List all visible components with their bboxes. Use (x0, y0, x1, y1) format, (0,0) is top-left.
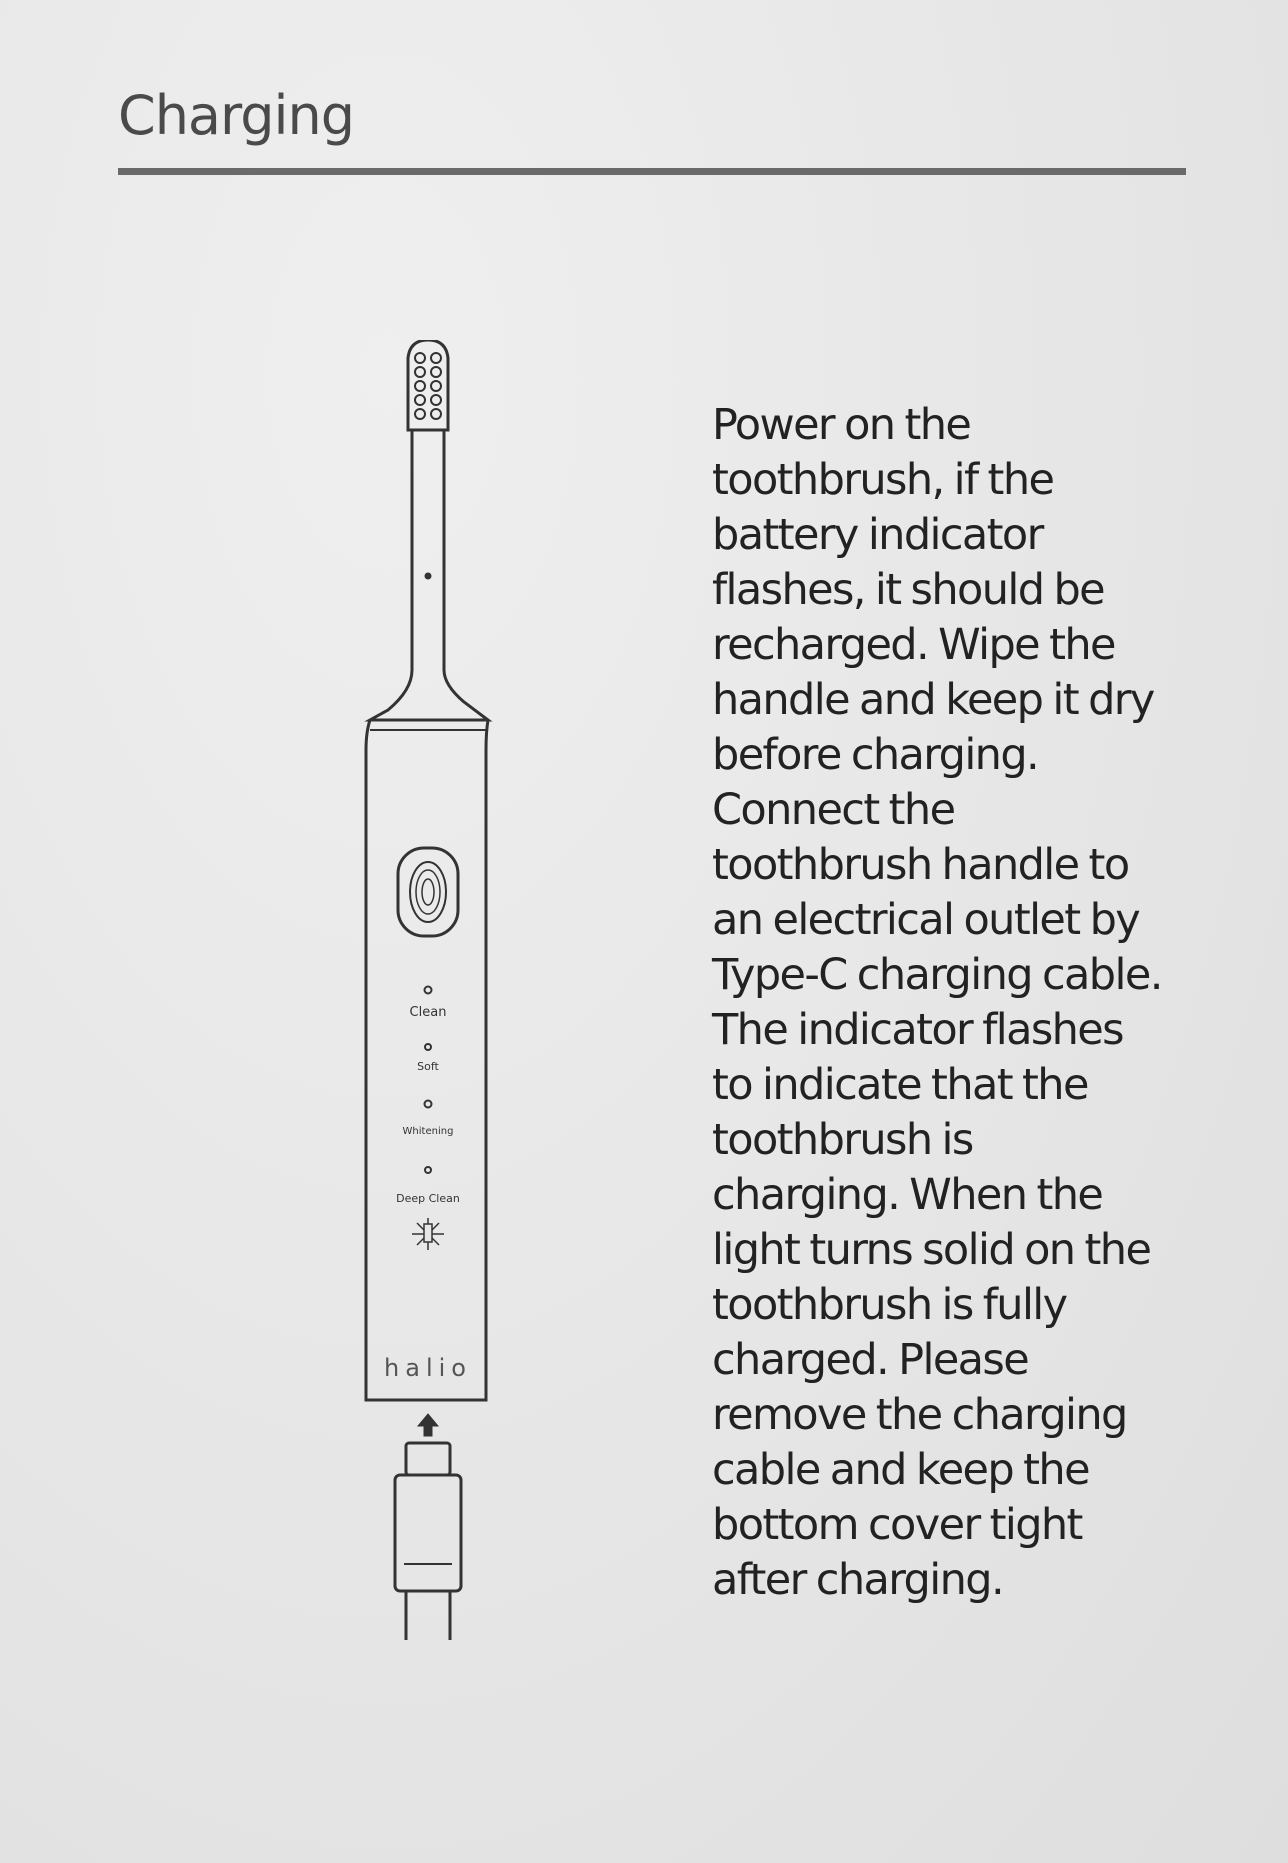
instruction-line: Connect the (712, 785, 955, 835)
instruction-line: Type-C charging cable. (712, 950, 1162, 1000)
instruction-line: toothbrush, if the (712, 455, 1054, 505)
instruction-line: toothbrush is fully (712, 1280, 1067, 1330)
mode-indicator-icon (425, 1167, 431, 1173)
brand-logo: halio (384, 1354, 472, 1382)
instruction-line: The indicator flashes (712, 1005, 1123, 1055)
battery-indicator-icon (412, 1218, 444, 1250)
instruction-line: battery indicator (712, 510, 1043, 560)
instruction-line: toothbrush handle to (712, 840, 1129, 890)
mode-indicator-icon (425, 987, 432, 994)
charging-instructions (712, 398, 1192, 1608)
instruction-line: after charging. (712, 1555, 1004, 1605)
instruction-line: toothbrush is (712, 1115, 973, 1165)
mode-indicator-icon (425, 1101, 432, 1108)
mode-label-clean: Clean (409, 1005, 447, 1020)
instruction-line: to indicate that the (712, 1060, 1088, 1110)
instruction-line: before charging. (712, 730, 1039, 780)
instruction-line: cable and keep the (712, 1445, 1089, 1495)
instruction-line: Power on the (712, 400, 971, 450)
usb-c-plug-icon (406, 1443, 450, 1475)
mode-label-soft: Soft (417, 1060, 439, 1073)
instruction-line: recharged. Wipe the (712, 620, 1115, 670)
bristles-icon (415, 353, 441, 419)
brush-head (408, 340, 448, 430)
insert-arrow-icon (418, 1414, 438, 1436)
instruction-line: remove the charging (712, 1390, 1127, 1440)
mode-indicator-icon (425, 1044, 431, 1050)
instruction-line: bottom cover tight (712, 1500, 1082, 1550)
title-underline (118, 168, 1186, 175)
instruction-line: flashes, it should be (712, 565, 1105, 615)
instruction-line: handle and keep it dry (712, 675, 1154, 725)
toothbrush-illustration (340, 340, 520, 1640)
mode-label-deep-clean: Deep Clean (396, 1192, 460, 1205)
page-title: Charging (118, 84, 355, 147)
instruction-line: an electrical outlet by (712, 895, 1140, 945)
instruction-line: charged. Please (712, 1335, 1029, 1385)
instruction-line: charging. When the (712, 1170, 1103, 1220)
instruction-line: light turns solid on the (712, 1225, 1151, 1275)
mode-label-whitening: Whitening (402, 1126, 454, 1137)
